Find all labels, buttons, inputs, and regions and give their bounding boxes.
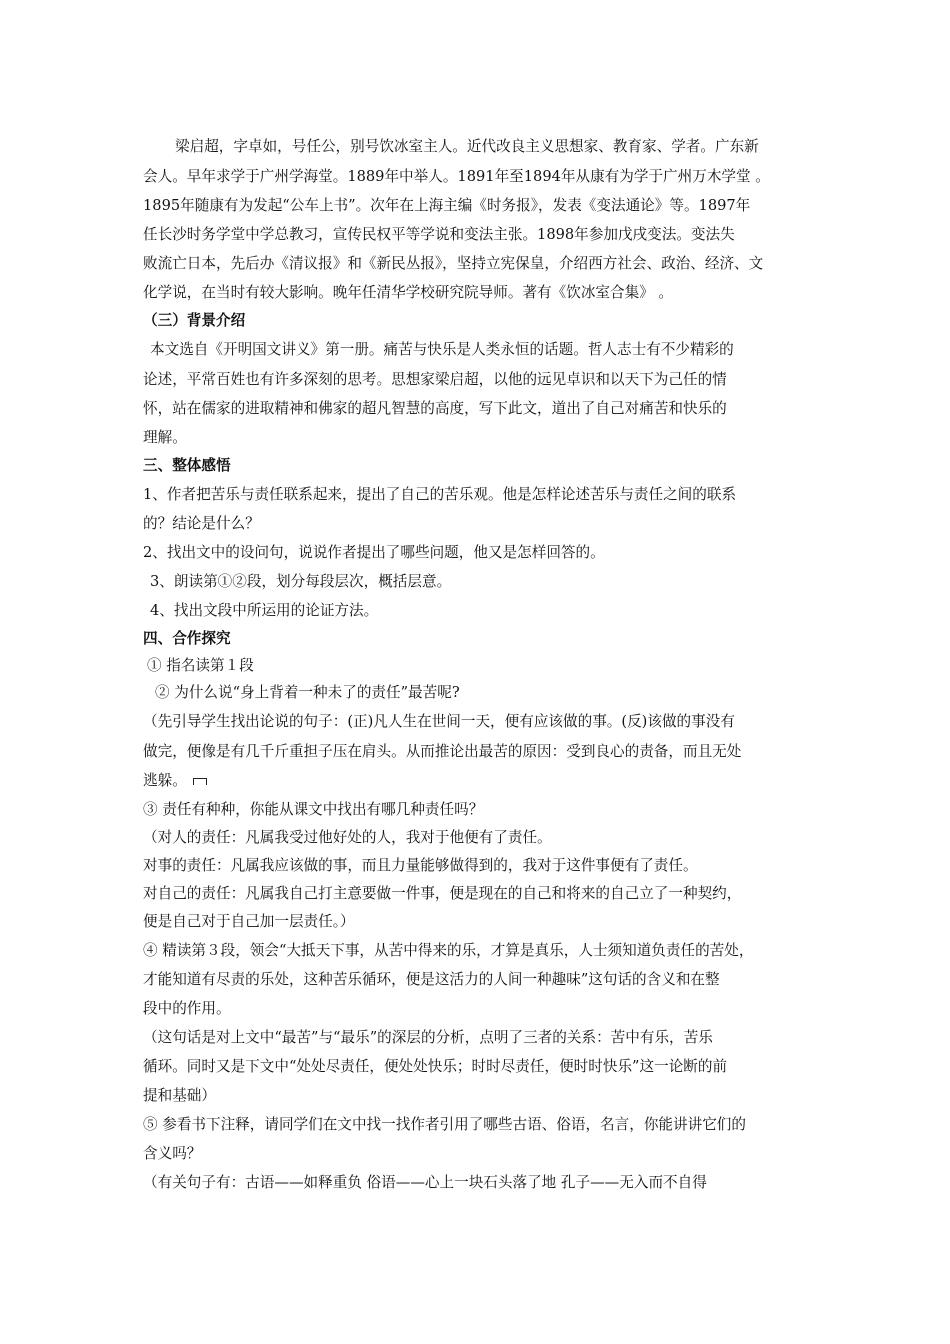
question-line: 2、找出文中的设问句，说说作者提出了哪些问题，他又是怎样回答的。 (143, 544, 605, 561)
bio-line: 1895年随康有为发起“公车上书”。次年在上海主编《时务报》，发表《变法通论》等。1897年 (143, 197, 751, 214)
explore-line: （这句话是对上文中“最苦”与“最乐”的深层的分析，点明了三者的关系：苦中有乐，苦乐 (143, 1029, 713, 1046)
bio-line: 化学说，在当时有较大影响。晚年任清华学校研究院导师。著有《饮冰室合集》 。 (143, 284, 674, 301)
question-line: 的？结论是什么？ (143, 515, 260, 532)
background-line: 理解。 (143, 429, 187, 446)
question-line: 3、朗读第①②段，划分每段层次，概括层意。 (150, 573, 452, 590)
question-line: 1、作者把苦乐与责任联系起来，提出了自己的苦乐观。他是怎样论述苦乐与责任之间的联系 (143, 486, 737, 503)
explore-line: （对人的责任：凡属我受过他好处的人，我对于他便有了责任。 (143, 829, 552, 846)
explore-item: ③ 责任有种种，你能从课文中找出有哪几种责任吗？ (143, 801, 484, 818)
explore-item: ④ 精读第３段，领会“大抵天下事，从苦中得来的乐，才算是真乐，人士须知道负责任的苦处， (143, 942, 754, 959)
explore-line: 做完，便像是有几千斤重担子压在肩头。从而推论出最苦的原因：受到良心的责备，而且无处 (143, 743, 742, 760)
bio-line: 梁启超，字卓如，号任公，别号饮冰室主人。近代改良主义思想家、教育家、学者。广东新 (175, 138, 759, 155)
section-heading-explore: 四、合作探究 (143, 630, 231, 647)
bio-line: 任长沙时务学堂中学总教习，宣传民权平等学说和变法主张。1898年参加戊戌变法。变法失 (143, 226, 735, 243)
background-line: 论述，平常百姓也有许多深刻的思考。思想家梁启超，以他的远见卓识和以天下为己任的情 (143, 371, 727, 388)
explore-line: 提和基础） (143, 1087, 216, 1104)
explore-line: （有关句子有：古语——如释重负 俗语——心上一块石头落了地 孔子——无入而不自得 (143, 1174, 707, 1191)
explore-line: 含义吗？ (143, 1145, 202, 1162)
explore-line: 对自己的责任：凡属我自己打主意要做一件事，便是现在的自己和将来的自己立了一种契约， (143, 885, 742, 902)
explore-line: 对事的责任：凡属我应该做的事，而且力量能够做得到的，我对于这件事便有了责任。 (143, 857, 698, 874)
bio-line: 会人。早年求学于广州学海堂。1889年中举人。1891年至1894年从康有为学于广州万木学堂 。 (143, 168, 770, 185)
explore-item: ① 指名读第１段 (147, 657, 254, 674)
explore-line: 逃躲。 (143, 771, 207, 791)
bio-line: 败流亡日本，先后办《清议报》和《新民丛报》，坚持立宪保皇，介绍西方社会、政治、经济、文 (143, 255, 764, 272)
section-heading-background: （三）背景介绍 (143, 312, 246, 329)
explore-line: 便是自己对于自己加一层责任。） (143, 913, 355, 930)
explore-line: 循环。同时又是下文中“处处尽责任，便处处快乐；时时尽责任，便时时快乐”这一论断的前 (143, 1058, 728, 1075)
explore-item: ⑤ 参看书下注释，请同学们在文中找一找作者引用了哪些古语、俗语，名言，你能讲讲它们的 (143, 1116, 746, 1133)
explore-item: ② 为什么说“身上背着一种未了的责任”最苦呢? (155, 684, 460, 701)
explore-line: （先引导学生找出论说的句子：(正)凡人生在世间一天，便有应该做的事。(反)该做的事没有 (143, 713, 735, 730)
edit-mark-icon (193, 778, 207, 785)
explore-line: 才能知道有尽责的乐处，这种苦乐循环，便是这活力的人间一种趣味”这句话的含义和在整 (143, 971, 720, 988)
section-heading-overall: 三、整体感悟 (143, 457, 231, 474)
explore-line: 段中的作用。 (143, 1000, 231, 1017)
background-line: 怀，站在儒家的进取精神和佛家的超凡智慧的高度，写下此文，道出了自己对痛苦和快乐的 (143, 400, 727, 417)
background-line: 本文选自《开明国文讲义》第一册。痛苦与快乐是人类永恒的话题。哲人志士有不少精彩的 (150, 341, 734, 358)
question-line: 4、找出文段中所运用的论证方法。 (150, 602, 379, 619)
